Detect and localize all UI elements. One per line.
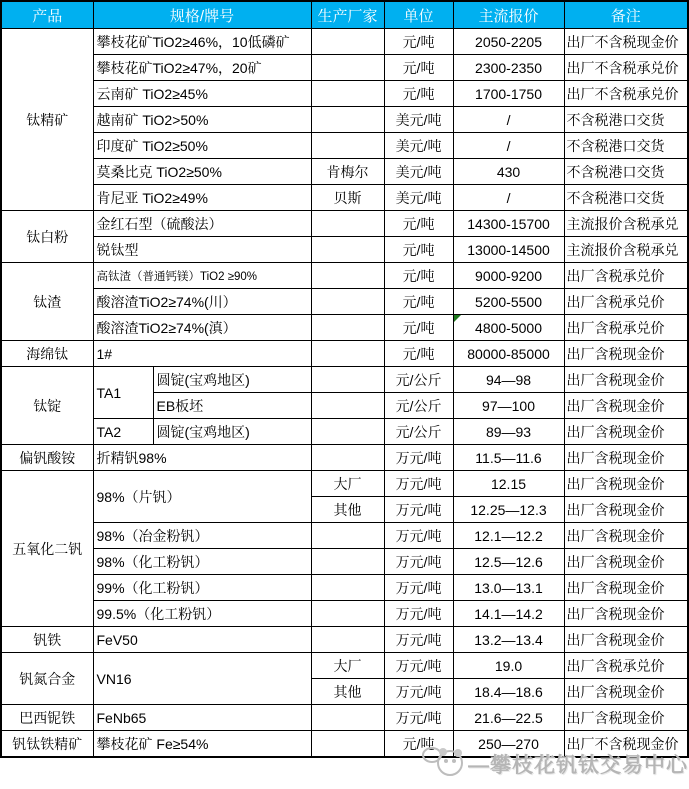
unit-cell: 元/公斤	[384, 367, 453, 393]
maker-cell: 肯梅尔	[311, 159, 384, 185]
table-row	[1, 289, 688, 315]
table-row	[1, 627, 688, 653]
table-row	[1, 419, 688, 445]
price-value: 4800-5000	[475, 319, 542, 336]
price-cell: 80000-85000	[453, 341, 564, 367]
table-row	[1, 705, 688, 731]
note-cell: 不含税港口交货	[564, 185, 688, 211]
maker-cell: 其他	[311, 679, 384, 705]
price-cell: 250—270	[453, 731, 564, 758]
note-cell: 出厂不含税现金价	[564, 731, 688, 758]
spec-cell: 酸溶渣TiO2≥74%(川）	[93, 289, 311, 315]
price-cell: 2300-2350	[453, 55, 564, 81]
spec-cell: 99.5%（化工粉钒）	[93, 601, 311, 627]
unit-cell: 元/吨	[384, 731, 453, 758]
maker-cell	[311, 289, 384, 315]
spec-cell: 98%（冶金粉钒）	[93, 523, 311, 549]
unit-cell: 万元/吨	[384, 653, 453, 679]
unit-cell: 元/公斤	[384, 393, 453, 419]
unit-cell: 元/吨	[384, 263, 453, 289]
maker-cell	[311, 601, 384, 627]
note-cell: 主流报价含税承兑	[564, 211, 688, 237]
price-cell: 89—93	[453, 419, 564, 445]
table-row	[1, 367, 688, 393]
spec-cell: 攀枝花矿TiO2≥47%，20矿	[93, 55, 311, 81]
table-row	[1, 107, 688, 133]
note-cell: 出厂含税现金价	[564, 679, 688, 705]
maker-cell	[311, 705, 384, 731]
unit-cell: 万元/吨	[384, 445, 453, 471]
maker-cell: 贝斯	[311, 185, 384, 211]
unit-cell: 美元/吨	[384, 107, 453, 133]
note-cell: 出厂含税现金价	[564, 705, 688, 731]
spec-cell: 98%（片钒）	[93, 471, 311, 523]
price-cell: 14300-15700	[453, 211, 564, 237]
price-cell: 1700-1750	[453, 81, 564, 107]
unit-cell: 元/公斤	[384, 419, 453, 445]
maker-cell	[311, 55, 384, 81]
price-cell: 13.2—13.4	[453, 627, 564, 653]
price-cell: 12.15	[453, 471, 564, 497]
maker-cell: 其他	[311, 497, 384, 523]
price-cell: /	[453, 133, 564, 159]
header-spec: 规格/牌号	[93, 1, 311, 29]
price-cell: 13000-14500	[453, 237, 564, 263]
spec-cell: EB板坯	[153, 393, 311, 419]
table-row	[1, 185, 688, 211]
maker-cell	[311, 445, 384, 471]
table-row	[1, 601, 688, 627]
header-price: 主流报价	[453, 1, 564, 29]
unit-cell: 美元/吨	[384, 133, 453, 159]
unit-cell: 元/吨	[384, 81, 453, 107]
cell-comment-flag-icon	[454, 315, 461, 322]
product-cell: 钛精矿	[1, 29, 93, 211]
price-cell: 12.1—12.2	[453, 523, 564, 549]
spec-cell: 酸溶渣TiO2≥74%(滇）	[93, 315, 311, 341]
unit-cell: 元/吨	[384, 237, 453, 263]
price-cell: 94—98	[453, 367, 564, 393]
table-row	[1, 341, 688, 367]
maker-cell	[311, 315, 384, 341]
note-cell: 出厂含税现金价	[564, 575, 688, 601]
maker-cell	[311, 107, 384, 133]
note-cell: 出厂含税现金价	[564, 419, 688, 445]
note-cell: 主流报价含税承兑	[564, 237, 688, 263]
spec-cell: 攀枝花矿TiO2≥46%，10低磷矿	[93, 29, 311, 55]
unit-cell: 元/吨	[384, 29, 453, 55]
maker-cell: 大厂	[311, 471, 384, 497]
maker-cell	[311, 237, 384, 263]
note-cell: 出厂不含税承兑价	[564, 81, 688, 107]
header-unit: 单位	[384, 1, 453, 29]
spec-cell: 高钛渣（普通钙镁）TiO2 ≥90%	[93, 263, 311, 289]
price-cell: 97—100	[453, 393, 564, 419]
maker-cell	[311, 367, 384, 393]
header-manufacturer: 生产厂家	[311, 1, 384, 29]
spec-cell: 99%（化工粉钒）	[93, 575, 311, 601]
maker-cell	[311, 341, 384, 367]
unit-cell: 万元/吨	[384, 679, 453, 705]
header-product: 产品	[1, 1, 93, 29]
price-cell: /	[453, 107, 564, 133]
note-cell: 出厂含税现金价	[564, 601, 688, 627]
maker-cell	[311, 731, 384, 758]
product-cell: 钒铁	[1, 627, 93, 653]
grade-cell: TA2	[93, 419, 153, 445]
unit-cell: 万元/吨	[384, 627, 453, 653]
table-row	[1, 81, 688, 107]
watermark-text: —攀枝花钒钛交易中心	[468, 754, 688, 777]
note-cell: 出厂含税现金价	[564, 445, 688, 471]
maker-cell	[311, 211, 384, 237]
unit-cell: 元/吨	[384, 341, 453, 367]
spec-cell: 印度矿 TiO2≥50%	[93, 133, 311, 159]
header-row	[1, 1, 688, 29]
unit-cell: 美元/吨	[384, 185, 453, 211]
table-row	[1, 523, 688, 549]
spec-cell: 越南矿 TiO2>50%	[93, 107, 311, 133]
price-cell: 9000-9200	[453, 263, 564, 289]
price-cell: 11.5—11.6	[453, 445, 564, 471]
price-cell: 12.5—12.6	[453, 549, 564, 575]
unit-cell: 万元/吨	[384, 497, 453, 523]
unit-cell: 万元/吨	[384, 523, 453, 549]
table-row	[1, 471, 688, 497]
table-row	[1, 159, 688, 185]
note-cell: 出厂含税现金价	[564, 627, 688, 653]
note-cell: 出厂不含税承兑价	[564, 55, 688, 81]
product-cell: 钛锭	[1, 367, 93, 445]
note-cell: 出厂含税现金价	[564, 549, 688, 575]
price-cell: 13.0—13.1	[453, 575, 564, 601]
table-row	[1, 575, 688, 601]
spec-cell: VN16	[93, 653, 311, 705]
price-cell	[453, 315, 564, 341]
unit-cell: 元/吨	[384, 55, 453, 81]
note-cell: 出厂不含税现金价	[564, 29, 688, 55]
maker-cell	[311, 575, 384, 601]
product-cell: 五氧化二钒	[1, 471, 93, 627]
note-cell: 出厂含税承兑价	[564, 289, 688, 315]
note-cell: 出厂含税承兑价	[564, 653, 688, 679]
unit-cell: 元/吨	[384, 211, 453, 237]
table-row	[1, 653, 688, 679]
note-cell: 出厂含税现金价	[564, 341, 688, 367]
spec-cell: 圆锭(宝鸡地区)	[153, 367, 311, 393]
maker-cell	[311, 81, 384, 107]
spec-cell: 攀枝花矿 Fe≥54%	[93, 731, 311, 758]
spec-cell: 折精钒98%	[93, 445, 311, 471]
maker-cell	[311, 549, 384, 575]
product-cell: 钒氮合金	[1, 653, 93, 705]
spec-cell: 1#	[93, 341, 311, 367]
price-cell: 14.1—14.2	[453, 601, 564, 627]
unit-cell: 万元/吨	[384, 549, 453, 575]
note-cell: 出厂含税承兑价	[564, 315, 688, 341]
note-cell: 不含税港口交货	[564, 133, 688, 159]
product-cell: 海绵钛	[1, 341, 93, 367]
unit-cell: 万元/吨	[384, 471, 453, 497]
product-cell: 钛白粉	[1, 211, 93, 263]
product-cell: 钒钛铁精矿	[1, 731, 93, 758]
spec-cell: 云南矿 TiO2≥45%	[93, 81, 311, 107]
note-cell: 出厂含税现金价	[564, 367, 688, 393]
table-row	[1, 55, 688, 81]
table-row	[1, 29, 688, 55]
maker-cell	[311, 133, 384, 159]
note-cell: 出厂含税现金价	[564, 471, 688, 497]
spec-cell: 锐钛型	[93, 237, 311, 263]
table-row	[1, 315, 688, 341]
header-note: 备注	[564, 1, 688, 29]
note-cell: 不含税港口交货	[564, 159, 688, 185]
table-row	[1, 445, 688, 471]
spec-cell: 98%（化工粉钒）	[93, 549, 311, 575]
unit-cell: 美元/吨	[384, 159, 453, 185]
maker-cell: 大厂	[311, 653, 384, 679]
price-cell: 12.25—12.3	[453, 497, 564, 523]
note-cell: 出厂含税现金价	[564, 393, 688, 419]
price-cell: /	[453, 185, 564, 211]
note-cell: 出厂含税承兑价	[564, 263, 688, 289]
unit-cell: 万元/吨	[384, 575, 453, 601]
unit-cell: 元/吨	[384, 289, 453, 315]
table-row	[1, 549, 688, 575]
unit-cell: 万元/吨	[384, 601, 453, 627]
spec-cell: 金红石型（硫酸法）	[93, 211, 311, 237]
maker-cell	[311, 523, 384, 549]
unit-cell: 元/吨	[384, 315, 453, 341]
product-cell: 偏钒酸铵	[1, 445, 93, 471]
spec-cell: 肯尼亚 TiO2≥49%	[93, 185, 311, 211]
maker-cell	[311, 263, 384, 289]
price-cell: 21.6—22.5	[453, 705, 564, 731]
maker-cell	[311, 627, 384, 653]
spec-cell: 莫桑比克 TiO2≥50%	[93, 159, 311, 185]
table-row	[1, 263, 688, 289]
price-cell: 19.0	[453, 653, 564, 679]
spec-cell: 圆锭(宝鸡地区)	[153, 419, 311, 445]
table-row	[1, 237, 688, 263]
price-cell: 5200-5500	[453, 289, 564, 315]
note-cell: 不含税港口交货	[564, 107, 688, 133]
product-cell: 巴西铌铁	[1, 705, 93, 731]
maker-cell	[311, 393, 384, 419]
table-row	[1, 731, 688, 758]
note-cell: 出厂含税现金价	[564, 523, 688, 549]
price-cell: 430	[453, 159, 564, 185]
table-row	[1, 211, 688, 237]
maker-cell	[311, 419, 384, 445]
maker-cell	[311, 29, 384, 55]
product-cell: 钛渣	[1, 263, 93, 341]
price-cell: 18.4—18.6	[453, 679, 564, 705]
note-cell: 出厂含税现金价	[564, 497, 688, 523]
price-cell: 2050-2205	[453, 29, 564, 55]
grade-cell: TA1	[93, 367, 153, 419]
spec-cell: FeNb65	[93, 705, 311, 731]
spec-cell: FeV50	[93, 627, 311, 653]
table-row	[1, 133, 688, 159]
unit-cell: 万元/吨	[384, 705, 453, 731]
